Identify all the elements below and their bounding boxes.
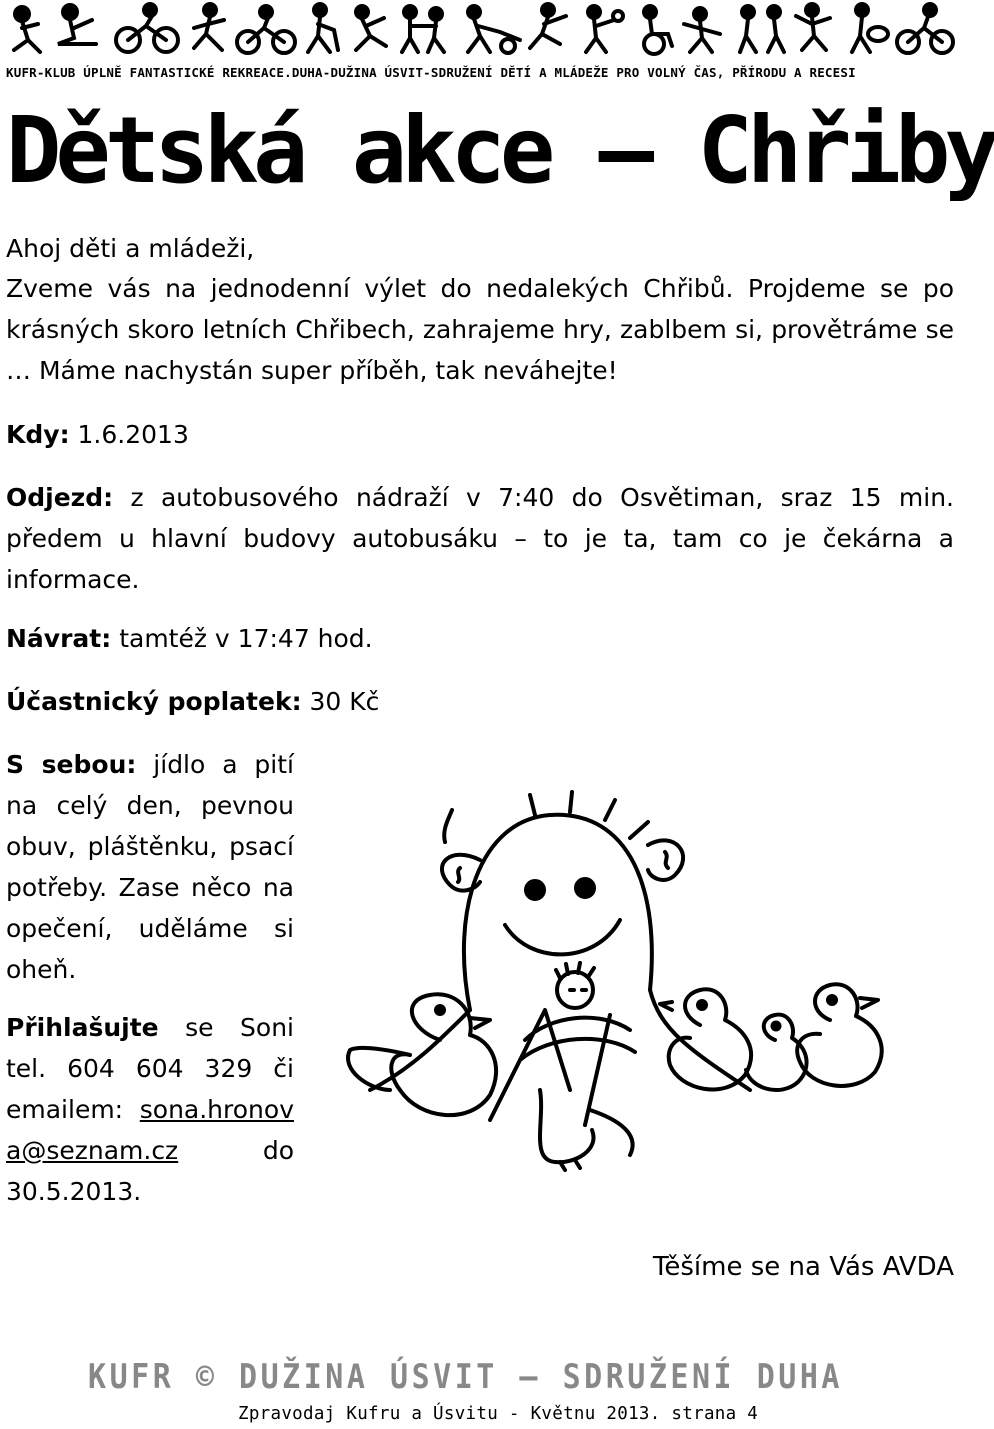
cyclist-icon [237,6,295,53]
signoff: Těšíme se na Vás AVDA [652,1252,954,1282]
when-value: 1.6.2013 [77,420,189,449]
kayaker-icon [684,8,720,52]
return-value: tamtéž v 17:47 hod. [119,624,373,653]
rowing-figure-icon [58,5,96,44]
return-label: Návrat: [6,624,112,653]
signup-deadline: do 30.5.2013. [6,1136,294,1206]
dancer-icon [796,4,830,50]
tennis-player-icon [586,6,623,52]
hiker-icon [308,4,338,52]
when-section [6,414,954,455]
monster-and-ducks-illustration [330,790,900,1180]
footer-note: Zpravodaj Kufru a Úsvitu - Květnu 2013. strana 4 [238,1404,759,1424]
signup-label: Přihlašujte [6,1013,159,1042]
bring-section [6,744,294,990]
fee-label: Účastnický poplatek: [6,687,302,716]
signup-text: se Soni tel. 604 604 329 či emailem: [6,1013,295,1124]
monster-body [370,815,750,1090]
cyclist-icon [116,4,178,52]
wheelchair-figure-icon [644,6,672,54]
group-figures-icon [740,6,784,52]
when-label: Kdy: [6,420,70,449]
banner-tagline: KUFR-KLUB ÚPLNĚ FANTASTICKÉ REKREACE.DUHA-DUŽINA ÚSVIT-SDRUŽENÍ DĚTÍ A MLÁDEŽE PRO VOLNÝ ČAS, PŘÍRODU A RECESI [6,65,856,80]
fee-value: 30 Kč [309,687,380,716]
footer-logo-text: KUFR © DUŽINA ÚSVIT – SDRUŽENÍ DUHA [88,1357,945,1397]
intro-text: Zveme vás na jednodenní výlet do nedalekých Chřibů. Projdeme se po krásných skoro letních Chřibech, zahrajeme hry, zablbem si, provětráme se … Máme nachystán super příběh, tak neváhejte! [6,274,954,385]
drummer-icon [852,4,888,52]
cyclist-icon [897,4,953,53]
return-section [6,618,954,659]
departure-section [6,477,954,600]
signup-section [6,1007,294,1212]
email-link[interactable]: sona.hronova@seznam.cz [6,1095,294,1165]
departure-value: z autobusového nádraží v 7:40 do Osvětiman, sraz 15 min. předem u hlavní budovy autobusáku – to je ta, tam co je čekárna a informace. [6,483,954,594]
group-figures-icon [402,6,444,52]
kneeling-figure-icon [14,7,40,52]
bring-value: jídlo a pití na celý den, pevnou obuv, pláštěnku, psací potřeby. Zase něco na opečení, uděláme si oheň. [6,750,294,984]
runner-icon [194,4,224,50]
acrobat-icon [356,6,386,50]
bring-label: S sebou: [6,750,137,779]
monster-foot-right [590,1110,633,1155]
page-title: Dětská akce – Chřiby [6,97,994,204]
departure-label: Odjezd: [6,483,114,512]
wheelbarrow-figure-icon [468,6,520,53]
greeting: Ahoj děti a mládeži, [6,234,255,263]
footer-logo [88,1352,945,1397]
skater-icon [530,4,566,48]
fee-section [6,681,954,722]
duck-middle [669,989,751,1089]
